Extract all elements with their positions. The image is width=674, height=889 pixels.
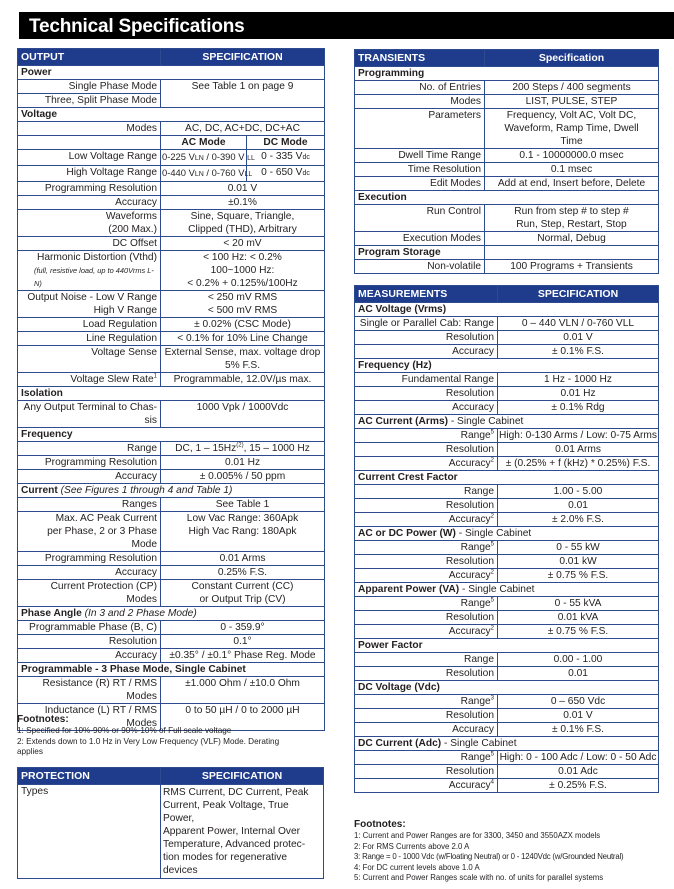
row-label: Accuracy (355, 401, 498, 415)
row-label (355, 541, 498, 555)
row-label: Resolution (355, 765, 498, 779)
section-frequency: Frequency (Hz) (355, 359, 659, 373)
row-label: Accuracy (18, 196, 161, 210)
row-value: ±0.1% (161, 196, 325, 210)
section-dc-current (355, 737, 659, 751)
low-range-ac (161, 150, 255, 166)
footnote-ref: 5 (490, 541, 494, 548)
row-label (355, 695, 498, 709)
row-value (161, 580, 325, 607)
row-value: ±0.35° / ±0.1° Phase Reg. Mode (161, 649, 325, 663)
row-label: Resolution (355, 387, 498, 401)
row-value: AC, DC, AC+DC, DC+AC (161, 122, 325, 136)
text: 0 - 650 V (261, 167, 303, 178)
ac-mode-header: AC Mode (161, 136, 247, 150)
note: (See Figures 1 through 4 and Table 1) (57, 485, 233, 496)
row-value: ± 0.02% (CSC Mode) (161, 318, 325, 332)
row-label: Range (355, 485, 498, 499)
row-label: Edit Modes (355, 177, 485, 191)
row-value (161, 785, 324, 879)
text: Apparent Power (VA) (358, 584, 460, 595)
row-label: Resolution (355, 709, 498, 723)
row-value: 0.01 V (498, 709, 659, 723)
text: Accuracy (448, 626, 491, 637)
text: Run, Step, Restart, Stop (516, 219, 627, 230)
row-label: Accuracy (355, 723, 498, 737)
subscript: LL (247, 155, 255, 162)
row-value: ± 0.25% F.S. (498, 779, 659, 793)
text: 0-440 V (162, 167, 195, 178)
text: devices (163, 865, 198, 876)
text: Constant Current (CC) (191, 581, 294, 592)
row-value (161, 442, 325, 456)
section-crest-factor: Current Crest Factor (355, 471, 659, 485)
output-spec-table (17, 48, 325, 731)
row-label: Non-volatile (355, 260, 485, 274)
row-label: Single or Parallel Cab: Range (355, 317, 498, 331)
row-value (161, 346, 325, 373)
row-value: ± 0.005% / 50 ppm (161, 470, 325, 484)
text: Any Output Terminal to Chas- (23, 402, 157, 413)
row-label: Resolution (18, 635, 161, 649)
section-power-factor: Power Factor (355, 639, 659, 653)
row-label: Low Voltage Range (18, 150, 161, 166)
row-label: Resistance (R) RT / RMS Modes (18, 677, 161, 704)
row-value: 0.01 (498, 499, 659, 513)
row-label: Resolution (355, 611, 498, 625)
text: External Sense, max. voltage drop (164, 347, 321, 358)
text: Phase Angle (21, 608, 82, 619)
row-label: Line Regulation (18, 332, 161, 346)
text: Range (460, 598, 491, 609)
row-label: Accuracy (18, 649, 161, 663)
row-value: 0.1° (161, 635, 325, 649)
row-value: 1000 Vpk / 1000Vdc (161, 401, 325, 428)
page-title: Technical Specifications (19, 12, 674, 39)
text: Output Noise - Low V Range (27, 292, 157, 303)
row-value: 0.01 Arms (161, 552, 325, 566)
footnote: 1: Specified for 10%-90% or 90%-10% of Full scale voltage (17, 726, 232, 735)
footnotes-heading: Footnotes: (354, 819, 406, 830)
row-label (18, 512, 161, 552)
text: Current, Peak Voltage, True Power, (163, 800, 289, 824)
row-label: Load Regulation (18, 318, 161, 332)
text: Low Vac Range: 360Apk (186, 513, 299, 524)
row-label (18, 251, 161, 291)
text: High V Range (93, 305, 157, 316)
high-range-dc (247, 166, 325, 182)
section-power (355, 527, 659, 541)
row-value: 0.01 kVA (498, 611, 659, 625)
text: Accuracy (448, 514, 491, 525)
section-dc-voltage: DC Voltage (Vdc) (355, 681, 659, 695)
footnote-ref: 5 (490, 751, 494, 758)
row-value: < 0.1% for 10% Line Change (161, 332, 325, 346)
header-transients: TRANSIENTS (355, 50, 485, 67)
note: (full, resistive load, up to 440Vrms L-N) (34, 266, 154, 288)
table-header (18, 49, 325, 66)
footnote-ref: 2 (490, 513, 494, 520)
row-label: Resolution (355, 331, 498, 345)
row-value: 0.01 Hz (498, 387, 659, 401)
text: Inductance (L) RT / RMS (44, 705, 157, 716)
row-value: 1.00 - 5.00 (498, 485, 659, 499)
row-label (355, 779, 498, 793)
row-value: LIST, PULSE, STEP (485, 95, 659, 109)
row-label (355, 513, 498, 527)
text: DC, 1 – 15Hz (175, 443, 237, 454)
row-value: ± 2.0% F.S. (498, 513, 659, 527)
text: Harmonic Distortion (Vthd) (36, 252, 157, 263)
row-value: High: 0 - 100 Adc / Low: 0 - 50 Adc (498, 751, 659, 765)
subscript: LN (194, 155, 204, 162)
row-label: Accuracy (18, 470, 161, 484)
row-label (355, 429, 498, 443)
footnote-ref: 5 (490, 429, 494, 436)
row-label: Ranges (18, 498, 161, 512)
row-value: See Table 1 (161, 498, 325, 512)
text: Range (460, 542, 491, 553)
row-label: Run Control (355, 205, 485, 232)
row-value: 0.1 - 10000000.0 msec (485, 149, 659, 163)
footnote-ref: 2 (490, 625, 494, 632)
row-value: 0.01 Arms (498, 443, 659, 457)
footnote: 1: Current and Power Ranges are for 3300, 3450 and 3550AZX models (354, 831, 601, 840)
row-label: Modes (18, 122, 161, 136)
row-label (18, 401, 161, 428)
footnote-ref: (2) (236, 442, 244, 449)
text: Clipped (THD), Arbitrary (188, 224, 297, 235)
section-apparent-power (355, 583, 659, 597)
row-value: 100 Programs + Transients (485, 260, 659, 274)
text: sis (144, 415, 157, 426)
row-value: See Table 1 on page 9 (161, 80, 325, 108)
footnote: applies (17, 747, 43, 756)
footnote-ref: 2 (490, 457, 494, 464)
footnote: 5: Current and Power Ranges scale with no. of units for parallel systems (354, 873, 604, 882)
section-power: Power (18, 66, 325, 80)
text: Temperature, Advanced protec- (163, 839, 306, 850)
row-label (18, 373, 161, 387)
text: < 100 Hz: < 0.2% (203, 252, 282, 263)
text: Current (21, 485, 58, 496)
footnote: 2: For RMS Currents above 2.0 A (354, 841, 470, 851)
text: Time (560, 136, 583, 147)
text: Voltage Slew Rate (70, 374, 154, 385)
text: Sine, Square, Triangle, (190, 211, 295, 222)
row-label (18, 580, 161, 607)
text: Range (460, 752, 491, 763)
section-programmable: Programmable - 3 Phase Mode, Single Cabinet (18, 663, 325, 677)
text: / 0-760 V (203, 167, 245, 178)
row-value: 0 – 440 VLN / 0-760 VLL (498, 317, 659, 331)
row-label: Accuracy (355, 345, 498, 359)
row-label (18, 291, 161, 318)
row-value (161, 512, 325, 552)
row-value: Normal, Debug (485, 232, 659, 246)
row-value: 0.01 V (161, 182, 325, 196)
row-value: ± 0.1% Rdg (498, 401, 659, 415)
row-value: ± 0.1% F.S. (498, 723, 659, 737)
measurements-spec-table (354, 285, 659, 793)
row-label (18, 210, 161, 237)
text: AC Current (Arms) (358, 416, 448, 427)
text: 0 - 335 V (261, 151, 303, 162)
row-label: Types (18, 785, 161, 879)
section-frequency: Frequency (18, 428, 325, 442)
subscript: LL (244, 171, 253, 178)
text: - Single Cabinet (455, 528, 532, 539)
text: - Single Cabinet (441, 738, 517, 749)
footnote: 2: Extends down to 1.0 Hz in Very Low Frequency (VLF) Mode. Derating (17, 736, 280, 746)
footnote-ref: 5 (490, 597, 494, 604)
row-value: 1 Hz - 1000 Hz (498, 373, 659, 387)
row-label: Time Resolution (355, 163, 485, 177)
row-label: Modes (355, 95, 485, 109)
row-value: 0 – 650 Vdc (498, 695, 659, 709)
text: Accuracy (448, 780, 491, 791)
row-label (355, 597, 498, 611)
footnote: 4: For DC current levels above 1.0 A (354, 862, 480, 872)
row-label: Programming Resolution (18, 456, 161, 470)
row-value (161, 210, 325, 237)
text: High Vac Rang: 180Apk (188, 526, 297, 537)
row-label: Range (18, 442, 161, 456)
header-measurements: MEASUREMENTS (355, 286, 498, 303)
text: 0-225 V (162, 151, 195, 162)
header-output: OUTPUT (18, 49, 161, 66)
section-ac-voltage: AC Voltage (Vrms) (355, 303, 659, 317)
section-voltage: Voltage (18, 108, 325, 122)
row-label (355, 751, 498, 765)
text: AC or DC Power (W) (358, 528, 456, 539)
text: - Single Cabinet (459, 584, 535, 595)
row-value: 0 - 359.9° (161, 621, 325, 635)
text: DC Current (Adc) (358, 738, 442, 749)
row-label: Programming Resolution (18, 182, 161, 196)
section-phase-angle (18, 607, 325, 621)
row-value: 0 - 55 kW (498, 541, 659, 555)
text: < 250 mV RMS (207, 292, 278, 303)
dc-mode-header: DC Mode (247, 136, 325, 150)
subscript: LN (194, 171, 204, 178)
row-label: Resolution (355, 499, 498, 513)
text: or Output Trip (CV) (199, 594, 286, 605)
footnote: 3: Range = 0 - 1000 Vdc (w/Floating Neutral) or 0 - 1240Vdc (w/Grounded Neutral) (354, 852, 624, 861)
row-value: ±1.000 Ohm / ±10.0 Ohm (161, 677, 325, 704)
text: < 500 mV RMS (207, 305, 278, 316)
row-value: ± (0.25% + f (kHz) * 0.25%) F.S. (498, 457, 659, 471)
text: tion modes for regenerative (163, 852, 288, 863)
text: 100~1000 Hz: (210, 265, 275, 276)
row-value: 0.01 kW (498, 555, 659, 569)
row-label: Resolution (355, 443, 498, 457)
row-value: 200 Steps / 400 segments (485, 81, 659, 95)
section-isolation: Isolation (18, 387, 325, 401)
text: Modes (126, 718, 157, 729)
row-value: 0 - 55 kVA (498, 597, 659, 611)
row-label: High Voltage Range (18, 166, 161, 182)
section-current (18, 484, 325, 498)
subscript: dc (302, 154, 310, 161)
text: (200 Max.) (108, 224, 157, 235)
text: 5% F.S. (224, 360, 261, 371)
text: Accuracy (448, 458, 491, 469)
text: Frequency, Volt AC, Volt DC, (506, 110, 637, 121)
row-label: No. of Entries (355, 81, 485, 95)
header-protection: PROTECTION (18, 768, 161, 785)
row-value: ± 0.1% F.S. (498, 345, 659, 359)
high-range-ac (161, 166, 253, 182)
text: / 0-390 V (203, 151, 248, 162)
note: (In 3 and 2 Phase Mode) (81, 608, 197, 619)
text: Range (460, 696, 491, 707)
row-value: 0.25% F.S. (161, 566, 325, 580)
text: Modes (126, 594, 157, 605)
row-value (161, 251, 325, 291)
header-specification: SPECIFICATION (161, 768, 324, 785)
row-value: High: 0-130 Arms / Low: 0-75 Arms (499, 430, 657, 441)
row-label (355, 569, 498, 583)
text: < 0.2% + 0.125%/100Hz (187, 278, 298, 289)
section-ac-current (355, 415, 659, 429)
text: Apparent Power, Internal Over (163, 826, 301, 837)
section-programming: Programming (355, 67, 659, 81)
row-value: 0.01 Hz (161, 456, 325, 470)
footnote-ref: 2 (490, 569, 494, 576)
row-value: 0.01 (498, 667, 659, 681)
row-value: ± 0.75 % F.S. (498, 569, 659, 583)
footnotes-heading: Footnotes: (17, 714, 69, 725)
row-value: Add at end, Insert before, Delete (485, 177, 659, 191)
row-value (161, 291, 325, 318)
row-value: ± 0.75 % F.S. (498, 625, 659, 639)
low-range-dc (247, 150, 325, 166)
row-label: Three, Split Phase Mode (18, 94, 161, 108)
row-label (355, 625, 498, 639)
footnote-ref: 4 (490, 779, 494, 786)
text: Range (460, 430, 491, 441)
row-label: Execution Modes (355, 232, 485, 246)
row-label: Fundamental Range (355, 373, 498, 387)
row-value (485, 205, 659, 232)
subscript: dc (302, 170, 310, 177)
row-value: 0.00 - 1.00 (498, 653, 659, 667)
row-value: 0.1 msec (485, 163, 659, 177)
footnote-ref: 1 (153, 373, 157, 380)
row-value: 0 to 50 µH / 0 to 2000 µH (161, 704, 325, 731)
row-label: Voltage Sense (18, 346, 161, 373)
row-label: Dwell Time Range (355, 149, 485, 163)
empty-cell (485, 246, 659, 260)
row-value: Programmable, 12.0V/µs max. (161, 373, 325, 387)
output-footnotes (17, 714, 327, 758)
text: Max. AC Peak Current (55, 513, 157, 524)
row-label: Range (355, 653, 498, 667)
row-value: < 20 mV (161, 237, 325, 251)
section-program-storage: Program Storage (355, 246, 485, 260)
section-execution: Execution (355, 191, 659, 205)
text: Run from step # to step # (514, 206, 629, 217)
protection-spec-table (17, 767, 324, 879)
header-specification: SPECIFICATION (161, 49, 325, 66)
text: - Single Cabinet (448, 416, 524, 427)
footnote-ref: 3 (490, 695, 494, 702)
text: RMS Current, DC Current, Peak (163, 787, 309, 798)
row-label: Programmable Phase (B, C) (18, 621, 161, 635)
header-specification: SPECIFICATION (498, 286, 659, 303)
text: Waveform, Ramp Time, Dwell (504, 123, 639, 134)
row-label: Programming Resolution (18, 552, 161, 566)
text: , 15 – 1000 Hz (243, 443, 310, 454)
row-value: 0.01 V (498, 331, 659, 345)
row-label: Accuracy (18, 566, 161, 580)
header-specification: Specification (485, 50, 659, 67)
row-label (355, 457, 498, 471)
measurement-footnotes (354, 819, 674, 884)
row-label: Single Phase Mode (18, 80, 161, 94)
row-label: DC Offset (18, 237, 161, 251)
row-value: 0.01 Adc (498, 765, 659, 779)
text: per Phase, 2 or 3 Phase Mode (47, 526, 157, 550)
text: Accuracy (448, 570, 491, 581)
empty-cell (18, 136, 161, 150)
row-value (485, 109, 659, 149)
text: Current Protection (CP) (50, 581, 157, 592)
transients-spec-table (354, 49, 659, 274)
text: Waveforms (105, 211, 157, 222)
row-label: Resolution (355, 555, 498, 569)
row-label: Resolution (355, 667, 498, 681)
row-label: Parameters (355, 109, 485, 149)
